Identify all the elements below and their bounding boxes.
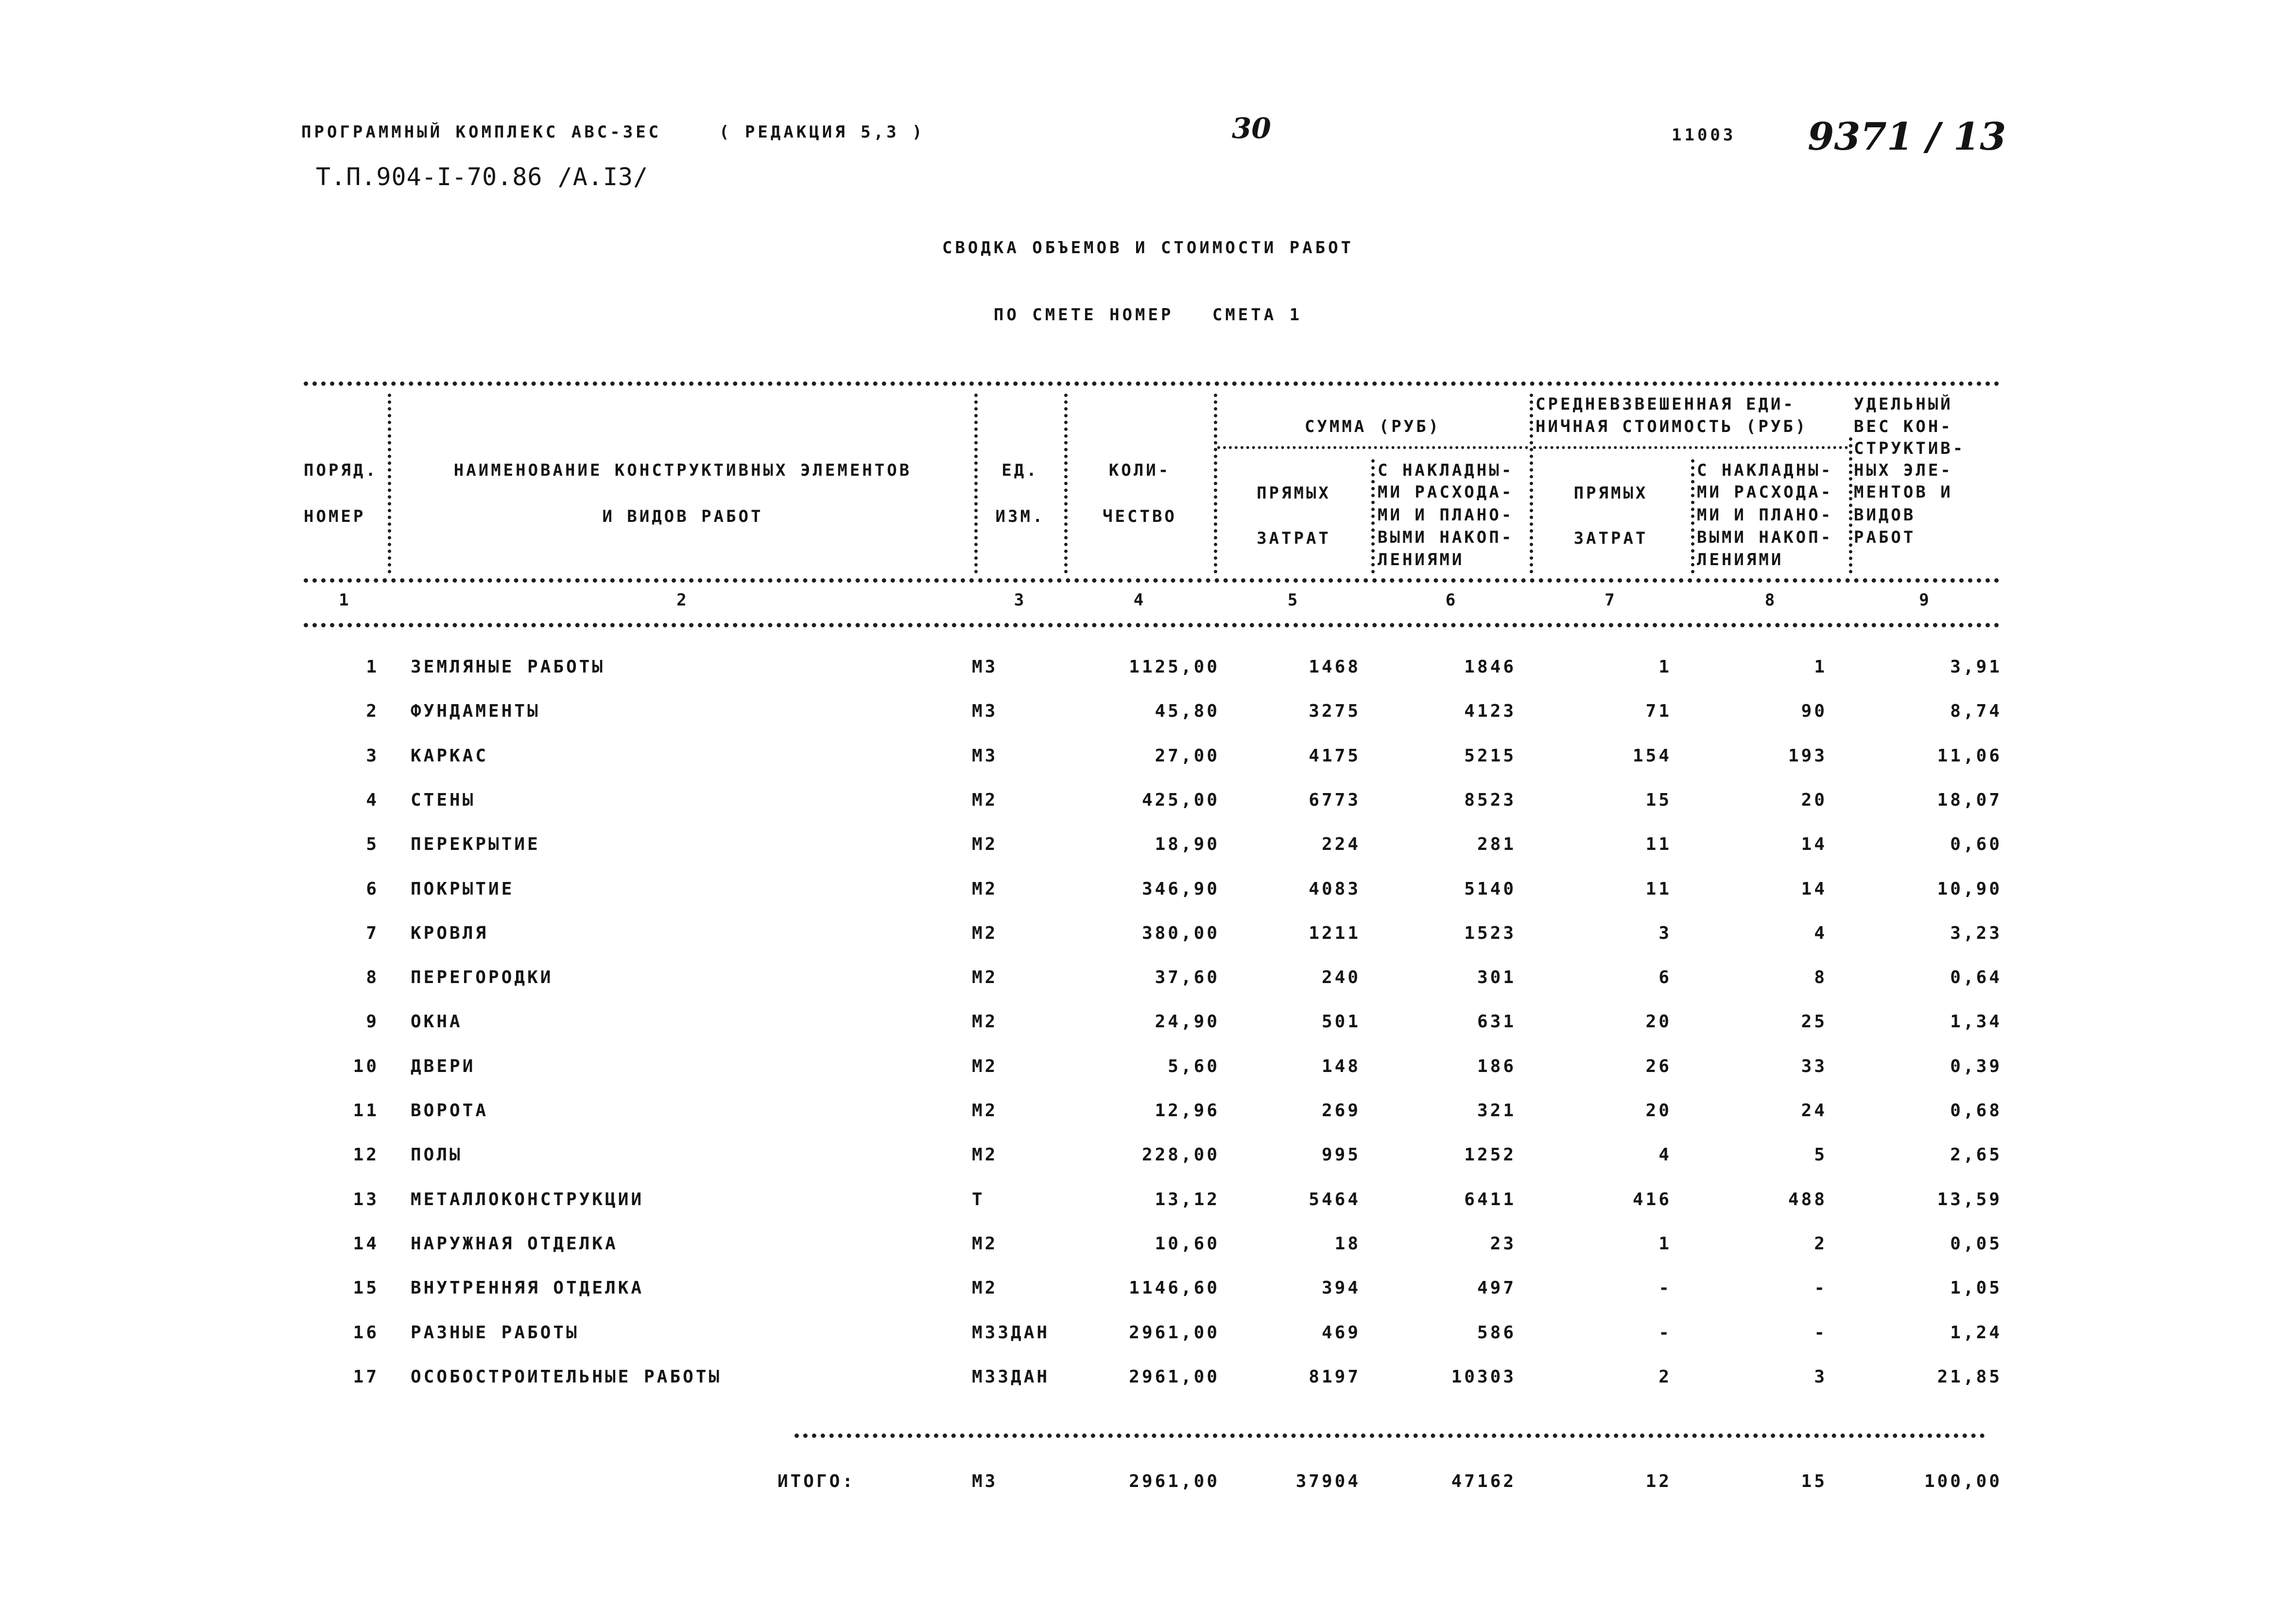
row-direct-cost: 240 (1321, 968, 1361, 987)
row-overhead-cost: 631 (1477, 1012, 1516, 1032)
row-share: 10,90 (1937, 879, 2002, 899)
table-row (0, 968, 2296, 997)
row-qty: 45,80 (1155, 701, 1220, 721)
total-label: ИТОГО: (777, 1471, 855, 1491)
row-share: 0,68 (1950, 1101, 2002, 1121)
row-share: 0,60 (1950, 834, 2002, 854)
row-qty: 5,60 (1168, 1056, 1220, 1076)
col-overhead-label-4: ВЫМИ НАКОП- (1378, 528, 1514, 547)
row-share: 0,05 (1950, 1234, 2002, 1254)
row-unit: М2 (972, 968, 998, 987)
row-unit: М2 (972, 1056, 998, 1076)
col-share-label-2: ВЕС КОН- (1854, 417, 1953, 436)
row-overhead-cost: 4123 (1464, 701, 1516, 721)
row-overhead-cost: 1523 (1464, 923, 1516, 943)
row-unit: М3 (972, 701, 998, 721)
row-name: КРОВЛЯ (411, 923, 489, 943)
row-avg-overhead: 8 (1814, 968, 1827, 987)
report-title: СВОДКА ОБЪЕМОВ И СТОИМОСТИ РАБОТ (942, 238, 1354, 258)
row-avg-overhead: 3 (1814, 1367, 1827, 1387)
row-qty: 2961,00 (1129, 1367, 1220, 1387)
col-qty-label-2: ЧЕСТВО (1103, 507, 1177, 526)
row-name: ПЕРЕКРЫТИЕ (411, 834, 540, 854)
col-share-label-3: СТРУКТИВ- (1854, 439, 1966, 458)
row-share: 0,39 (1950, 1056, 2002, 1076)
row-number: 8 (366, 968, 379, 987)
total-unit: М3 (972, 1471, 998, 1491)
row-unit: М2 (972, 923, 998, 943)
col-separator (1214, 394, 1217, 573)
row-share: 1,24 (1950, 1323, 2002, 1343)
col-separator (1530, 394, 1533, 573)
row-avg-overhead: 2 (1814, 1234, 1827, 1254)
col-share-label-5: МЕНТОВ И (1854, 483, 1953, 502)
table-row (0, 1190, 2296, 1219)
table-row (0, 1323, 2296, 1352)
col-index: 5 (1287, 590, 1300, 610)
total-share: 100,00 (1924, 1471, 2002, 1491)
row-share: 1,34 (1950, 1012, 2002, 1032)
row-avg-overhead: 25 (1801, 1012, 1827, 1032)
index-bottom-rule (304, 623, 2000, 627)
row-unit: М3 (972, 746, 998, 766)
row-number: 13 (353, 1190, 379, 1210)
table-row (0, 1367, 2296, 1396)
row-direct-cost: 1468 (1309, 657, 1361, 677)
table-row (0, 1101, 2296, 1130)
row-direct-cost: 1211 (1309, 923, 1361, 943)
row-name: ВНУТРЕННЯЯ ОТДЕЛКА (411, 1278, 644, 1298)
table-row (0, 657, 2296, 686)
row-avg-overhead: 193 (1788, 746, 1827, 766)
col-name-label-1: НАИМЕНОВАНИЕ КОНСТРУКТИВНЫХ ЭЛЕМЕНТОВ (453, 461, 912, 480)
row-direct-cost: 224 (1321, 834, 1361, 854)
row-avg-overhead: 4 (1814, 923, 1827, 943)
row-number: 2 (366, 701, 379, 721)
col-separator (1064, 394, 1068, 573)
program-name: ПРОГРАММНЫЙ КОМПЛЕКС АВС-3ЕС (301, 122, 662, 142)
row-name: ПОЛЫ (411, 1145, 463, 1165)
col-unit-label-2: ИЗМ. (995, 507, 1045, 526)
row-qty: 2961,00 (1129, 1323, 1220, 1343)
col-overhead-label-5: ЛЕНИЯМИ (1378, 550, 1465, 570)
total-qty: 2961,00 (1129, 1471, 1220, 1491)
row-share: 11,06 (1937, 746, 2002, 766)
total-row (0, 1471, 2296, 1501)
row-number: 3 (366, 746, 379, 766)
col-avg-overhead-label-4: ВЫМИ НАКОП- (1697, 528, 1833, 547)
col-separator (388, 394, 391, 573)
col-index: 6 (1445, 590, 1458, 610)
total-direct: 37904 (1295, 1471, 1361, 1491)
row-unit: Т (972, 1190, 985, 1210)
row-share: 21,85 (1937, 1367, 2002, 1387)
row-avg-direct: 6 (1658, 968, 1672, 987)
row-direct-cost: 394 (1321, 1278, 1361, 1298)
table-row (0, 1056, 2296, 1086)
page-number: 30 (1232, 112, 1271, 145)
row-avg-direct: 154 (1632, 746, 1672, 766)
row-overhead-cost: 1846 (1464, 657, 1516, 677)
row-unit: М3 (972, 657, 998, 677)
row-overhead-cost: 8523 (1464, 790, 1516, 810)
row-unit: М2 (972, 1101, 998, 1121)
row-name: ДВЕРИ (411, 1056, 476, 1076)
row-avg-direct: 1 (1658, 1234, 1672, 1254)
total-avg-direct: 12 (1645, 1471, 1672, 1491)
col-share-label-6: ВИДОВ (1854, 505, 1916, 525)
row-number: 16 (353, 1323, 379, 1343)
col-direct-label-2: ЗАТРАТ (1257, 529, 1331, 548)
project-code: Т.П.904-I-70.86 /А.I3/ (316, 163, 649, 191)
col-direct-label-1: ПРЯМЫХ (1257, 484, 1331, 503)
col-separator (1691, 459, 1694, 573)
row-overhead-cost: 281 (1477, 834, 1516, 854)
row-avg-direct: - (1658, 1278, 1672, 1298)
row-qty: 1125,00 (1129, 657, 1220, 677)
table-row (0, 1234, 2296, 1263)
table-row (0, 1278, 2296, 1307)
row-qty: 380,00 (1141, 923, 1220, 943)
row-direct-cost: 501 (1321, 1012, 1361, 1032)
table-row (0, 746, 2296, 775)
table-row (0, 1012, 2296, 1041)
col-num-label-1: ПОРЯД. (304, 461, 378, 480)
row-unit: М2 (972, 1278, 998, 1298)
col-overhead-label-2: МИ РАСХОДА- (1378, 483, 1514, 502)
col-index: 3 (1014, 590, 1027, 610)
row-qty: 346,90 (1141, 879, 1220, 899)
row-avg-overhead: 14 (1801, 834, 1827, 854)
row-number: 12 (353, 1145, 379, 1165)
col-avg-overhead-label-1: С НАКЛАДНЫ- (1697, 461, 1833, 480)
row-name: ФУНДАМЕНТЫ (411, 701, 540, 721)
row-avg-overhead: 5 (1814, 1145, 1827, 1165)
row-unit: М2 (972, 1012, 998, 1032)
row-overhead-cost: 5215 (1464, 746, 1516, 766)
row-avg-overhead: 33 (1801, 1056, 1827, 1076)
row-share: 0,64 (1950, 968, 2002, 987)
col-avg-direct-label-1: ПРЯМЫХ (1573, 484, 1648, 503)
table-row (0, 790, 2296, 819)
row-avg-direct: 71 (1645, 701, 1672, 721)
row-direct-cost: 4175 (1309, 746, 1361, 766)
row-name: ВОРОТА (411, 1101, 489, 1121)
row-direct-cost: 269 (1321, 1101, 1361, 1121)
row-overhead-cost: 6411 (1464, 1190, 1516, 1210)
col-share-label-7: РАБОТ (1854, 528, 1916, 547)
col-share-label-1: УДЕЛЬНЫЙ (1854, 395, 1953, 414)
row-qty: 37,60 (1155, 968, 1220, 987)
row-number: 4 (366, 790, 379, 810)
row-name: НАРУЖНАЯ ОТДЕЛКА (411, 1234, 618, 1254)
row-qty: 12,96 (1155, 1101, 1220, 1121)
row-overhead-cost: 5140 (1464, 879, 1516, 899)
row-name: ПЕРЕГОРОДКИ (411, 968, 553, 987)
row-direct-cost: 8197 (1309, 1367, 1361, 1387)
row-avg-overhead: - (1814, 1278, 1827, 1298)
row-avg-overhead: 14 (1801, 879, 1827, 899)
table-row (0, 834, 2296, 864)
row-qty: 24,90 (1155, 1012, 1220, 1032)
row-qty: 13,12 (1155, 1190, 1220, 1210)
col-avg-direct-label-2: ЗАТРАТ (1573, 529, 1648, 548)
row-avg-direct: 1 (1658, 657, 1672, 677)
col-avg-overhead-label-2: МИ РАСХОДА- (1697, 483, 1833, 502)
row-name: РАЗНЫЕ РАБОТЫ (411, 1323, 579, 1343)
row-avg-direct: 15 (1645, 790, 1672, 810)
row-unit: М2 (972, 879, 998, 899)
row-number: 11 (353, 1101, 379, 1121)
table-row (0, 1145, 2296, 1174)
row-direct-cost: 4083 (1309, 879, 1361, 899)
row-avg-direct: 26 (1645, 1056, 1672, 1076)
row-qty: 425,00 (1141, 790, 1220, 810)
row-unit: М3ЗДАН (972, 1323, 1050, 1343)
report-subtitle: ПО СМЕТЕ НОМЕР СМЕТА 1 (993, 305, 1303, 325)
row-share: 1,05 (1950, 1278, 2002, 1298)
table-row (0, 923, 2296, 952)
row-number: 17 (353, 1367, 379, 1387)
row-direct-cost: 3275 (1309, 701, 1361, 721)
row-avg-overhead: 90 (1801, 701, 1827, 721)
row-name: ЗЕМЛЯНЫЕ РАБОТЫ (411, 657, 605, 677)
row-overhead-cost: 301 (1477, 968, 1516, 987)
col-separator (1849, 437, 1852, 573)
col-avg-overhead-label-5: ЛЕНИЯМИ (1697, 550, 1784, 570)
avg-group-label-1: СРЕДНЕВЗВЕШЕННАЯ ЕДИ- (1536, 395, 1795, 414)
avg-group-rule (1533, 446, 1848, 449)
row-direct-cost: 995 (1321, 1145, 1361, 1165)
col-index: 9 (1919, 590, 1932, 610)
row-number: 14 (353, 1234, 379, 1254)
row-unit: М3ЗДАН (972, 1367, 1050, 1387)
col-share-label-4: НЫХ ЭЛЕ- (1854, 461, 1953, 480)
row-overhead-cost: 186 (1477, 1056, 1516, 1076)
row-overhead-cost: 321 (1477, 1101, 1516, 1121)
col-index: 4 (1133, 590, 1146, 610)
row-number: 1 (366, 657, 379, 677)
row-number: 15 (353, 1278, 379, 1298)
total-rule (794, 1434, 1985, 1438)
row-avg-overhead: - (1814, 1323, 1827, 1343)
row-name: ПОКРЫТИЕ (411, 879, 515, 899)
col-num-label-2: НОМЕР (304, 507, 366, 526)
row-overhead-cost: 586 (1477, 1323, 1516, 1343)
row-share: 3,23 (1950, 923, 2002, 943)
col-unit-label-1: ЕД. (1001, 461, 1039, 480)
row-avg-overhead: 20 (1801, 790, 1827, 810)
handwritten-number: 9371 / 13 (1808, 115, 2006, 159)
col-index: 2 (676, 590, 689, 610)
row-name: ОСОБОСТРОИТЕЛЬНЫЕ РАБОТЫ (411, 1367, 722, 1387)
row-number: 6 (366, 879, 379, 899)
row-overhead-cost: 497 (1477, 1278, 1516, 1298)
row-qty: 10,60 (1155, 1234, 1220, 1254)
header-bottom-rule (304, 578, 2000, 583)
row-unit: М2 (972, 1145, 998, 1165)
row-avg-overhead: 1 (1814, 657, 1827, 677)
row-avg-overhead: 24 (1801, 1101, 1827, 1121)
row-direct-cost: 6773 (1309, 790, 1361, 810)
total-avg-overhead: 15 (1801, 1471, 1827, 1491)
table-row (0, 879, 2296, 908)
row-avg-direct: 11 (1645, 879, 1672, 899)
document-code: 11003 (1672, 125, 1736, 145)
row-qty: 18,90 (1155, 834, 1220, 854)
row-share: 8,74 (1950, 701, 2002, 721)
row-direct-cost: 469 (1321, 1323, 1361, 1343)
row-name: ОКНА (411, 1012, 463, 1032)
row-overhead-cost: 10303 (1451, 1367, 1516, 1387)
row-share: 13,59 (1937, 1190, 2002, 1210)
col-name-label-2: И ВИДОВ РАБОТ (602, 507, 763, 526)
row-share: 2,65 (1950, 1145, 2002, 1165)
sum-group-label: СУММА (РУБ) (1304, 417, 1441, 436)
row-avg-direct: 3 (1658, 923, 1672, 943)
row-avg-direct: 11 (1645, 834, 1672, 854)
row-share: 18,07 (1937, 790, 2002, 810)
sum-group-rule (1217, 446, 1528, 449)
total-overhead: 47162 (1451, 1471, 1516, 1491)
row-unit: М2 (972, 790, 998, 810)
row-overhead-cost: 1252 (1464, 1145, 1516, 1165)
row-name: МЕТАЛЛОКОНСТРУКЦИИ (411, 1190, 644, 1210)
col-index: 8 (1764, 590, 1778, 610)
row-overhead-cost: 23 (1490, 1234, 1516, 1254)
row-number: 10 (353, 1056, 379, 1076)
row-avg-overhead: 488 (1788, 1190, 1827, 1210)
row-qty: 228,00 (1141, 1145, 1220, 1165)
col-separator (1371, 459, 1375, 573)
col-overhead-label-3: МИ И ПЛАНО- (1378, 505, 1514, 525)
row-number: 5 (366, 834, 379, 854)
program-edition: ( РЕДАКЦИЯ 5,3 ) (719, 122, 925, 142)
row-avg-direct: 2 (1658, 1367, 1672, 1387)
col-avg-overhead-label-3: МИ И ПЛАНО- (1697, 505, 1833, 525)
row-unit: М2 (972, 834, 998, 854)
row-direct-cost: 5464 (1309, 1190, 1361, 1210)
table-top-rule (304, 381, 2000, 386)
row-avg-direct: 20 (1645, 1101, 1672, 1121)
row-share: 3,91 (1950, 657, 2002, 677)
row-number: 7 (366, 923, 379, 943)
row-name: СТЕНЫ (411, 790, 476, 810)
col-separator (974, 394, 978, 573)
row-avg-direct: 20 (1645, 1012, 1672, 1032)
col-qty-label-1: КОЛИ- (1108, 461, 1171, 480)
col-index: 7 (1605, 590, 1617, 610)
row-avg-direct: - (1658, 1323, 1672, 1343)
row-avg-direct: 4 (1658, 1145, 1672, 1165)
avg-group-label-2: НИЧНАЯ СТОИМОСТЬ (РУБ) (1536, 417, 1808, 436)
col-overhead-label-1: С НАКЛАДНЫ- (1378, 461, 1514, 480)
row-unit: М2 (972, 1234, 998, 1254)
table-row (0, 701, 2296, 730)
row-qty: 27,00 (1155, 746, 1220, 766)
row-qty: 1146,60 (1129, 1278, 1220, 1298)
row-direct-cost: 18 (1334, 1234, 1361, 1254)
row-number: 9 (366, 1012, 379, 1032)
row-name: КАРКАС (411, 746, 489, 766)
row-avg-direct: 416 (1632, 1190, 1672, 1210)
col-index: 1 (339, 590, 351, 610)
row-direct-cost: 148 (1321, 1056, 1361, 1076)
